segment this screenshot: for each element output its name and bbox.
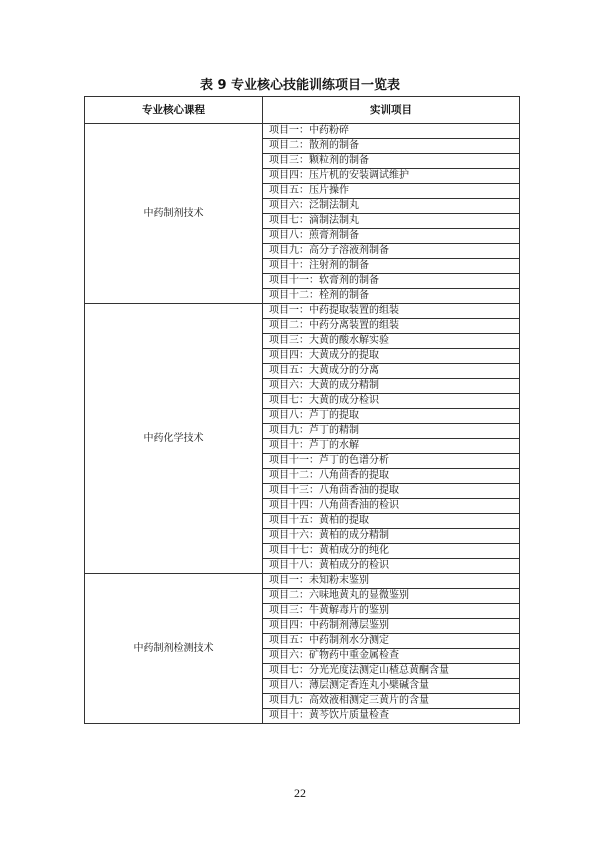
project-cell: 项目六：大黄的成分精制 [263,379,520,394]
project-cell: 项目十二：栓剂的制备 [263,289,520,304]
project-cell: 项目十五：黄柏的提取 [263,514,520,529]
table-row [85,304,520,319]
course-cell: 中药化学技术 [85,304,263,574]
header-course: 专业核心课程 [85,97,263,124]
project-cell: 项目十一：芦丁的色谱分析 [263,454,520,469]
project-cell: 项目二：中药分离装置的组装 [263,319,520,334]
project-cell: 项目十：黄芩饮片质量检查 [263,709,520,724]
project-cell: 项目四：中药制剂薄层鉴别 [263,619,520,634]
project-cell: 项目十：芦丁的水解 [263,439,520,454]
project-cell: 项目五：中药制剂水分测定 [263,634,520,649]
project-cell: 项目三：大黄的酸水解实验 [263,334,520,349]
project-cell: 项目一：中药提取装置的组装 [263,304,520,319]
project-cell: 项目三：牛黄解毒片的鉴别 [263,604,520,619]
project-cell: 项目六：泛制法制丸 [263,199,520,214]
project-cell: 项目十一：软膏剂的制备 [263,274,520,289]
training-projects-table [84,96,520,724]
table-row [85,574,520,589]
project-cell: 项目十二：八角茴香的提取 [263,469,520,484]
project-cell: 项目四：压片机的安装调试维护 [263,169,520,184]
project-cell: 项目九：芦丁的精制 [263,424,520,439]
project-cell: 项目十四：八角茴香油的检识 [263,499,520,514]
project-cell: 项目七：滴制法制丸 [263,214,520,229]
project-cell: 项目六：矿物药中重金属检查 [263,649,520,664]
project-cell: 项目五：压片操作 [263,184,520,199]
table-body [85,124,520,724]
project-cell: 项目一：中药粉碎 [263,124,520,139]
project-cell: 项目十七：黄柏成分的纯化 [263,544,520,559]
project-cell: 项目八：芦丁的提取 [263,409,520,424]
project-cell: 项目九：高分子溶液剂制备 [263,244,520,259]
project-cell: 项目三：颗粒剂的制备 [263,154,520,169]
project-cell: 项目二：散剂的制备 [263,139,520,154]
header-projects: 实训项目 [263,97,520,124]
table-caption: 表 9 专业核心技能训练项目一览表 [199,78,401,93]
course-cell: 中药制剂技术 [85,124,263,304]
project-cell: 项目二：六味地黄丸的显微鉴别 [263,589,520,604]
course-cell: 中药制剂检测技术 [85,574,263,724]
project-cell: 项目十：注射剂的制备 [263,259,520,274]
page-number: 22 [294,786,306,800]
project-cell: 项目七：分光光度法测定山楂总黄酮含量 [263,664,520,679]
project-cell: 项目四：大黄成分的提取 [263,349,520,364]
project-cell: 项目十八：黄柏成分的检识 [263,559,520,574]
project-cell: 项目一：未知粉末鉴别 [263,574,520,589]
project-cell: 项目七：大黄的成分检识 [263,394,520,409]
project-cell: 项目八：煎膏剂制备 [263,229,520,244]
project-cell: 项目八：薄层测定香连丸小檗碱含量 [263,679,520,694]
project-cell: 项目九：高效液相测定三黄片的含量 [263,694,520,709]
project-cell: 项目五：大黄成分的分离 [263,364,520,379]
table-header-row [85,97,520,124]
project-cell: 项目十六：黄柏的成分精制 [263,529,520,544]
table-row [85,124,520,139]
project-cell: 项目十三：八角茴香油的提取 [263,484,520,499]
